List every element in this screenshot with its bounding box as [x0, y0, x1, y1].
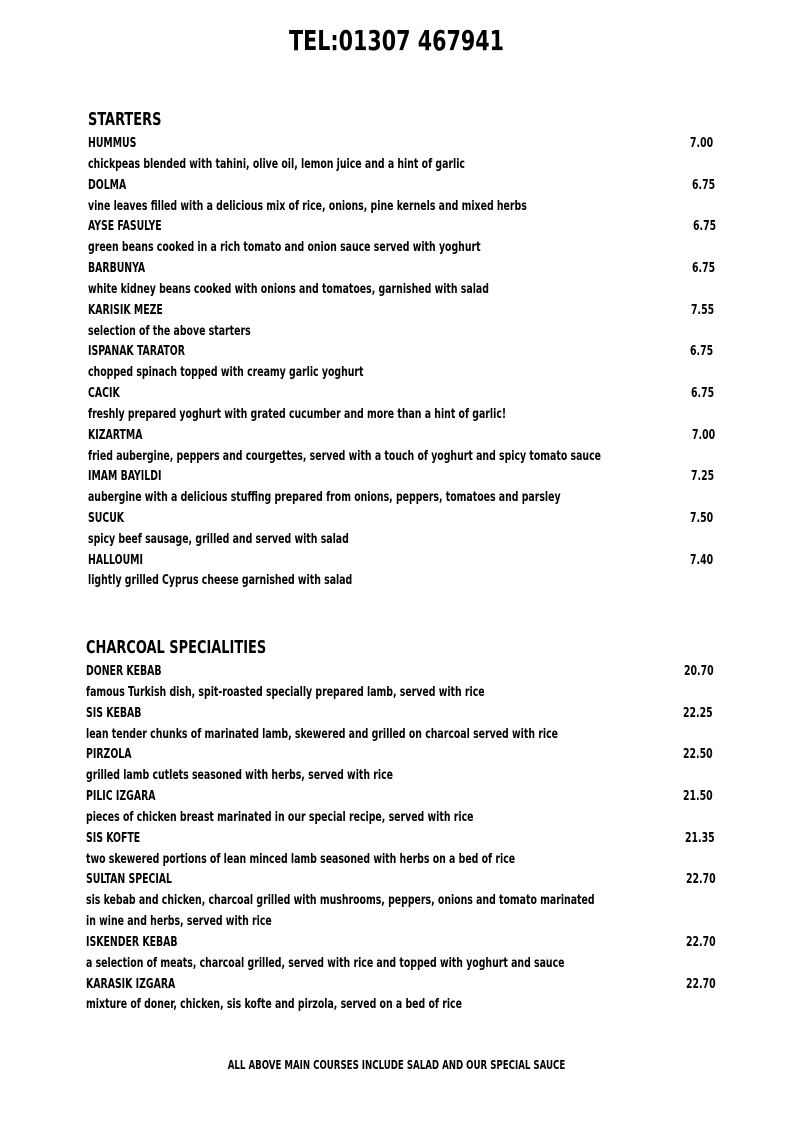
item-description: vine leaves filled with a delicious mix of rice, onions, pine kernels and mixed herbs: [88, 199, 527, 214]
item-price: 22.25: [683, 706, 713, 721]
item-description: a selection of meats, charcoal grilled, served with rice and topped with yoghurt and sauce: [86, 956, 565, 971]
item-price: 22.70: [686, 935, 716, 950]
item-price: 6.75: [692, 178, 716, 193]
item-name: SIS KOFTE: [86, 831, 141, 846]
item-name: SIS KEBAB: [86, 706, 142, 721]
item-description: chickpeas blended with tahini, olive oil, lemon juice and a hint of garlic: [88, 157, 465, 172]
item-price: 21.50: [683, 789, 713, 804]
item-description: chopped spinach topped with creamy garlic yoghurt: [88, 365, 364, 380]
item-description: lean tender chunks of marinated lamb, skewered and grilled on charcoal served with rice: [86, 727, 558, 742]
item-name: SULTAN SPECIAL: [86, 872, 173, 887]
item-description: fried aubergine, peppers and courgettes, served with a touch of yoghurt and spicy tomato sauce: [88, 449, 601, 464]
item-name: ISKENDER KEBAB: [86, 935, 178, 950]
item-price: 7.40: [690, 553, 714, 568]
section-title-starters: STARTERS: [88, 109, 162, 130]
item-price: 6.75: [691, 386, 715, 401]
item-price: 6.75: [690, 344, 714, 359]
item-name: BARBUNYA: [88, 261, 146, 276]
item-price: 7.50: [690, 511, 714, 526]
item-price: 7.00: [692, 428, 716, 443]
item-name: ISPANAK TARATOR: [88, 344, 185, 359]
item-description: selection of the above starters: [88, 324, 251, 339]
item-price: 7.25: [691, 469, 715, 484]
item-name: HUMMUS: [88, 136, 137, 151]
item-name: HALLOUMI: [88, 553, 143, 568]
item-price: 6.75: [693, 219, 717, 234]
item-description: two skewered portions of lean minced lamb seasoned with herbs on a bed of rice: [86, 852, 516, 867]
item-description: sis kebab and chicken, charcoal grilled with mushrooms, peppers, onions and tomato marinated: [86, 893, 595, 908]
item-price: 6.75: [692, 261, 716, 276]
item-price: 22.50: [683, 747, 713, 762]
item-price: 22.70: [686, 977, 716, 992]
item-name: KIZARTMA: [88, 428, 143, 443]
item-price: 22.70: [686, 872, 716, 887]
item-description-continued: in wine and herbs, served with rice: [86, 914, 272, 929]
item-name: KARISIK MEZE: [88, 303, 163, 318]
item-name: DONER KEBAB: [86, 664, 162, 679]
item-description: grilled lamb cutlets seasoned with herbs, served with rice: [86, 768, 394, 783]
section-title-charcoal: CHARCOAL SPECIALITIES: [86, 637, 267, 658]
item-price: 20.70: [684, 664, 714, 679]
item-name: IMAM BAYILDI: [88, 469, 162, 484]
item-name: PIRZOLA: [86, 747, 132, 762]
item-name: DOLMA: [88, 178, 127, 193]
item-description: famous Turkish dish, spit-roasted specially prepared lamb, served with rice: [86, 685, 485, 700]
item-name: AYSE FASULYE: [88, 219, 162, 234]
footer-note: ALL ABOVE MAIN COURSES INCLUDE SALAD AND OUR SPECIAL SAUCE: [227, 1058, 566, 1072]
item-name: SUCUK: [88, 511, 125, 526]
phone-number: TEL:01307 467941: [289, 24, 504, 57]
item-price: 21.35: [685, 831, 715, 846]
item-name: PILIC IZGARA: [86, 789, 156, 804]
item-name: CACIK: [88, 386, 120, 401]
item-description: aubergine with a delicious stuffing prepared from onions, peppers, tomatoes and parsley: [88, 490, 561, 505]
item-description: pieces of chicken breast marinated in our special recipe, served with rice: [86, 810, 474, 825]
item-description: freshly prepared yoghurt with grated cucumber and more than a hint of garlic!: [88, 407, 507, 422]
item-description: mixture of doner, chicken, sis kofte and pirzola, served on a bed of rice: [86, 997, 462, 1012]
item-description: lightly grilled Cyprus cheese garnished with salad: [88, 573, 353, 588]
item-name: KARASIK IZGARA: [86, 977, 176, 992]
item-description: spicy beef sausage, grilled and served with salad: [88, 532, 349, 547]
item-price: 7.00: [690, 136, 714, 151]
item-description: green beans cooked in a rich tomato and onion sauce served with yoghurt: [88, 240, 481, 255]
item-description: white kidney beans cooked with onions and tomatoes, garnished with salad: [88, 282, 489, 297]
item-price: 7.55: [691, 303, 715, 318]
